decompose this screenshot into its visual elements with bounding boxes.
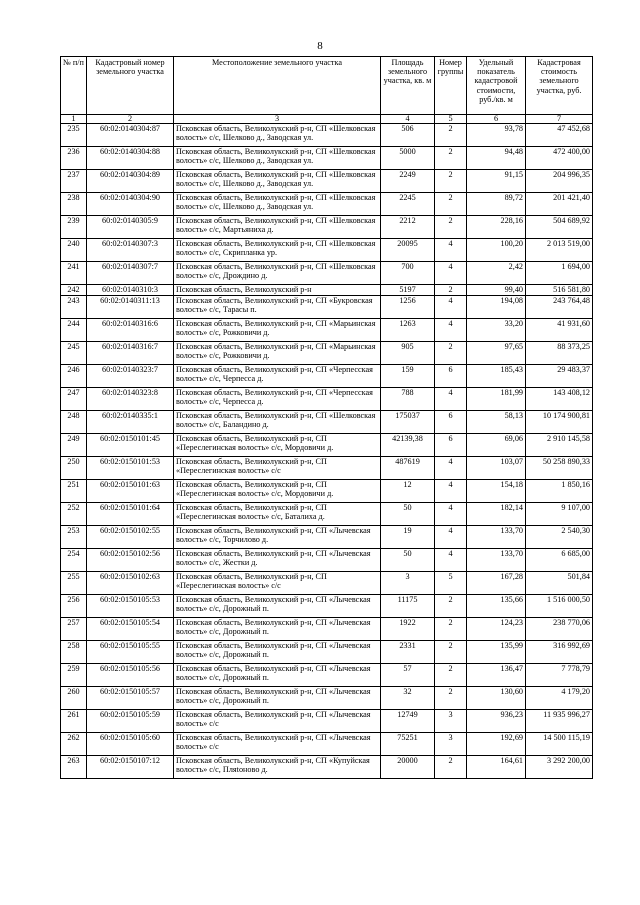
cadastral-cost: 14 500 115,19 bbox=[526, 732, 593, 755]
area-value: 20000 bbox=[381, 755, 435, 778]
table-row bbox=[61, 686, 593, 709]
group-number: 4 bbox=[435, 262, 467, 285]
cadastral-number: 60:02:0140304:90 bbox=[87, 193, 174, 216]
location: Псковская область, Великолукский р-н, СП «Шелковская волость» с/с, Шелково д., Заводская ул. bbox=[174, 124, 381, 147]
cadastral-cost: 238 770,06 bbox=[526, 617, 593, 640]
row-number: 249 bbox=[61, 433, 87, 456]
group-number: 5 bbox=[435, 571, 467, 594]
table-row bbox=[61, 295, 593, 318]
rate-value: 100,20 bbox=[467, 239, 526, 262]
row-number: 239 bbox=[61, 216, 87, 239]
cadastral-cost: 316 992,69 bbox=[526, 640, 593, 663]
group-number: 4 bbox=[435, 548, 467, 571]
cadastral-number: 60:02:0140323:8 bbox=[87, 387, 174, 410]
row-number: 253 bbox=[61, 525, 87, 548]
area-value: 3 bbox=[381, 571, 435, 594]
group-number: 4 bbox=[435, 239, 467, 262]
table-row bbox=[61, 640, 593, 663]
area-value: 788 bbox=[381, 387, 435, 410]
table-row bbox=[61, 479, 593, 502]
column-number: 6 bbox=[467, 115, 526, 124]
group-number: 2 bbox=[435, 663, 467, 686]
row-number: 247 bbox=[61, 387, 87, 410]
rate-value: 181,99 bbox=[467, 387, 526, 410]
column-number: 3 bbox=[174, 115, 381, 124]
cadastral-cost: 88 373,25 bbox=[526, 341, 593, 364]
cadastral-number: 60:02:0140305:9 bbox=[87, 216, 174, 239]
rate-value: 94,48 bbox=[467, 147, 526, 170]
location: Псковская область, Великолукский р-н, СП «Лычевская волость» с/с bbox=[174, 732, 381, 755]
area-value: 20095 bbox=[381, 239, 435, 262]
location: Псковская область, Великолукский р-н, СП «Лычевская волость» с/с, Дорожный п. bbox=[174, 640, 381, 663]
table-row bbox=[61, 709, 593, 732]
group-number: 2 bbox=[435, 686, 467, 709]
location: Псковская область, Великолукский р-н, СП «Черпесская волость» с/с, Черпесса д. bbox=[174, 387, 381, 410]
cadastral-cost: 6 685,00 bbox=[526, 548, 593, 571]
group-number: 4 bbox=[435, 502, 467, 525]
rate-value: 93,78 bbox=[467, 124, 526, 147]
cadastral-cost: 2 540,30 bbox=[526, 525, 593, 548]
rate-value: 135,66 bbox=[467, 594, 526, 617]
group-number: 3 bbox=[435, 709, 467, 732]
cadastral-cost: 9 107,00 bbox=[526, 502, 593, 525]
cadastral-cost: 201 421,40 bbox=[526, 193, 593, 216]
cadastral-cost: 41 931,60 bbox=[526, 318, 593, 341]
rate-value: 91,15 bbox=[467, 170, 526, 193]
cadastral-cost: 10 174 900,81 bbox=[526, 410, 593, 433]
area-value: 159 bbox=[381, 364, 435, 387]
location: Псковская область, Великолукский р-н, СП «Марьинская волость» с/с, Рожковичи д. bbox=[174, 318, 381, 341]
rate-value: 69,06 bbox=[467, 433, 526, 456]
location: Псковская область, Великолукский р-н bbox=[174, 285, 381, 296]
group-number: 2 bbox=[435, 594, 467, 617]
table-header-row bbox=[61, 57, 593, 115]
rate-value: 185,43 bbox=[467, 364, 526, 387]
cadastral-number: 60:02:0150101:64 bbox=[87, 502, 174, 525]
cadastral-number: 60:02:0140335:1 bbox=[87, 410, 174, 433]
area-value: 1922 bbox=[381, 617, 435, 640]
row-number: 248 bbox=[61, 410, 87, 433]
location: Псковская область, Великолукский р-н, СП «Лычевская волость» с/с, Торчилово д. bbox=[174, 525, 381, 548]
column-number: 4 bbox=[381, 115, 435, 124]
group-number: 2 bbox=[435, 285, 467, 296]
rate-value: 2,42 bbox=[467, 262, 526, 285]
table-row bbox=[61, 594, 593, 617]
cadastral-number: 60:02:0140304:89 bbox=[87, 170, 174, 193]
location: Псковская область, Великолукский р-н, СП «Лычевская волость» с/с bbox=[174, 709, 381, 732]
area-value: 2249 bbox=[381, 170, 435, 193]
cadastral-number: 60:02:0140304:87 bbox=[87, 124, 174, 147]
table-body bbox=[61, 124, 593, 779]
table-row bbox=[61, 124, 593, 147]
location: Псковская область, Великолукский р-н, СП «Лычевская волость» с/с, Дорожный п. bbox=[174, 663, 381, 686]
group-number: 4 bbox=[435, 318, 467, 341]
location: Псковская область, Великолукский р-н, СП «Марьинская волость» с/с, Рожковичи д. bbox=[174, 341, 381, 364]
cadastral-number: 60:02:0150107:12 bbox=[87, 755, 174, 778]
table-row bbox=[61, 617, 593, 640]
row-number: 237 bbox=[61, 170, 87, 193]
location: Псковская область, Великолукский р-н, СП «Лычевская волость» с/с, Жестки д. bbox=[174, 548, 381, 571]
cadastral-number: 60:02:0140311:13 bbox=[87, 295, 174, 318]
cadastral-cost: 29 483,37 bbox=[526, 364, 593, 387]
header-group: Номер группы bbox=[435, 57, 467, 115]
rate-value: 124,23 bbox=[467, 617, 526, 640]
cadastral-cost: 504 689,92 bbox=[526, 216, 593, 239]
rate-value: 135,99 bbox=[467, 640, 526, 663]
cadastral-number: 60:02:0150102:55 bbox=[87, 525, 174, 548]
rate-value: 936,23 bbox=[467, 709, 526, 732]
area-value: 12 bbox=[381, 479, 435, 502]
table-row bbox=[61, 732, 593, 755]
row-number: 263 bbox=[61, 755, 87, 778]
rate-value: 97,65 bbox=[467, 341, 526, 364]
cadastral-cost: 1 850,16 bbox=[526, 479, 593, 502]
location: Псковская область, Великолукский р-н, СП «Переслегинская волость» с/с bbox=[174, 571, 381, 594]
cadastral-number: 60:02:0150101:53 bbox=[87, 456, 174, 479]
cadastral-cost: 472 400,00 bbox=[526, 147, 593, 170]
table-row bbox=[61, 387, 593, 410]
cadastral-number: 60:02:0150105:59 bbox=[87, 709, 174, 732]
rate-value: 89,72 bbox=[467, 193, 526, 216]
area-value: 75251 bbox=[381, 732, 435, 755]
rate-value: 133,70 bbox=[467, 525, 526, 548]
cadastral-cost: 204 996,35 bbox=[526, 170, 593, 193]
area-value: 5000 bbox=[381, 147, 435, 170]
area-value: 905 bbox=[381, 341, 435, 364]
location: Псковская область, Великолукский р-н, СП «Переслегинская волость» с/с, Мордовичи д. bbox=[174, 479, 381, 502]
location: Псковская область, Великолукский р-н, СП «Шелковская волость» с/с, Мартьяниха д. bbox=[174, 216, 381, 239]
cadastral-number: 60:02:0150102:63 bbox=[87, 571, 174, 594]
group-number: 4 bbox=[435, 479, 467, 502]
area-value: 1256 bbox=[381, 295, 435, 318]
cadastral-value-table bbox=[60, 56, 593, 779]
area-value: 19 bbox=[381, 525, 435, 548]
row-number: 258 bbox=[61, 640, 87, 663]
group-number: 2 bbox=[435, 640, 467, 663]
cadastral-cost: 3 292 200,00 bbox=[526, 755, 593, 778]
area-value: 175037 bbox=[381, 410, 435, 433]
area-value: 12749 bbox=[381, 709, 435, 732]
row-number: 260 bbox=[61, 686, 87, 709]
group-number: 6 bbox=[435, 433, 467, 456]
area-value: 2212 bbox=[381, 216, 435, 239]
table-row bbox=[61, 216, 593, 239]
location: Псковская область, Великолукский р-н, СП «Переслегинская волость» с/с, Мордовичи д. bbox=[174, 433, 381, 456]
table-row bbox=[61, 364, 593, 387]
table-row bbox=[61, 502, 593, 525]
page-number: 8 bbox=[317, 40, 323, 52]
location: Псковская область, Великолукский р-н, СП «Переслегинская волость» с/с, Баталиха д. bbox=[174, 502, 381, 525]
location: Псковская область, Великолукский р-н, СП «Шелковская волость» с/с, Шелково д., Заводская ул. bbox=[174, 147, 381, 170]
rate-value: 192,69 bbox=[467, 732, 526, 755]
row-number: 245 bbox=[61, 341, 87, 364]
cadastral-number: 60:02:0150101:45 bbox=[87, 433, 174, 456]
table-row bbox=[61, 193, 593, 216]
table-row bbox=[61, 318, 593, 341]
row-number: 251 bbox=[61, 479, 87, 502]
cadastral-cost: 1 694,00 bbox=[526, 262, 593, 285]
row-number: 244 bbox=[61, 318, 87, 341]
column-number: 2 bbox=[87, 115, 174, 124]
group-number: 2 bbox=[435, 755, 467, 778]
location: Псковская область, Великолукский р-н, СП «Лычевская волость» с/с, Дорожный п. bbox=[174, 617, 381, 640]
rate-value: 164,61 bbox=[467, 755, 526, 778]
row-number: 250 bbox=[61, 456, 87, 479]
location: Псковская область, Великолукский р-н, СП «Шелковская волость» с/с, Скрипланка ур. bbox=[174, 239, 381, 262]
cadastral-number: 60:02:0140316:7 bbox=[87, 341, 174, 364]
row-number: 259 bbox=[61, 663, 87, 686]
cadastral-cost: 1 516 000,50 bbox=[526, 594, 593, 617]
rate-value: 130,60 bbox=[467, 686, 526, 709]
location: Псковская область, Великолукский р-н, СП «Шелковская волость» с/с, Баландино д. bbox=[174, 410, 381, 433]
cadastral-number: 60:02:0140323:7 bbox=[87, 364, 174, 387]
group-number: 4 bbox=[435, 387, 467, 410]
rate-value: 228,16 bbox=[467, 216, 526, 239]
rate-value: 182,14 bbox=[467, 502, 526, 525]
table-row bbox=[61, 755, 593, 778]
table-row bbox=[61, 525, 593, 548]
group-number: 6 bbox=[435, 410, 467, 433]
area-value: 487619 bbox=[381, 456, 435, 479]
table-row bbox=[61, 341, 593, 364]
location: Псковская область, Великолукский р-н, СП «Лычевская волость» с/с, Дорожный п. bbox=[174, 594, 381, 617]
row-number: 238 bbox=[61, 193, 87, 216]
row-number: 254 bbox=[61, 548, 87, 571]
header-num: № п/п bbox=[61, 57, 87, 115]
table-row bbox=[61, 170, 593, 193]
location: Псковская область, Великолукский р-н, СП «Переслегинская волость» с/с bbox=[174, 456, 381, 479]
cadastral-cost: 50 258 890,33 bbox=[526, 456, 593, 479]
cadastral-number: 60:02:0140307:3 bbox=[87, 239, 174, 262]
table-row bbox=[61, 285, 593, 296]
rate-value: 99,40 bbox=[467, 285, 526, 296]
cadastral-cost: 501,84 bbox=[526, 571, 593, 594]
location: Псковская область, Великолукский р-н, СП «Купуйская волость» с/с, Пляtоново д. bbox=[174, 755, 381, 778]
area-value: 42139,38 bbox=[381, 433, 435, 456]
rate-value: 133,70 bbox=[467, 548, 526, 571]
cadastral-cost: 7 778,79 bbox=[526, 663, 593, 686]
header-cost: Кадастровая стоимость земельного участка, руб. bbox=[526, 57, 593, 115]
group-number: 2 bbox=[435, 193, 467, 216]
cadastral-number: 60:02:0140307:7 bbox=[87, 262, 174, 285]
group-number: 3 bbox=[435, 732, 467, 755]
cadastral-number: 60:02:0150101:63 bbox=[87, 479, 174, 502]
row-number: 246 bbox=[61, 364, 87, 387]
table-row bbox=[61, 262, 593, 285]
group-number: 2 bbox=[435, 124, 467, 147]
column-number: 1 bbox=[61, 115, 87, 124]
rate-value: 154,18 bbox=[467, 479, 526, 502]
cadastral-number: 60:02:0150105:60 bbox=[87, 732, 174, 755]
cadastral-cost: 143 408,12 bbox=[526, 387, 593, 410]
table-row bbox=[61, 410, 593, 433]
area-value: 5197 bbox=[381, 285, 435, 296]
rate-value: 58,13 bbox=[467, 410, 526, 433]
rate-value: 194,08 bbox=[467, 295, 526, 318]
row-number: 257 bbox=[61, 617, 87, 640]
rate-value: 136,47 bbox=[467, 663, 526, 686]
table-row bbox=[61, 147, 593, 170]
location: Псковская область, Великолукский р-н, СП «Шелковская волость» с/с, Шелково д., Заводская ул. bbox=[174, 170, 381, 193]
group-number: 4 bbox=[435, 295, 467, 318]
area-value: 11175 bbox=[381, 594, 435, 617]
header-cadastral-number: Кадастровый номер земельного участка bbox=[87, 57, 174, 115]
group-number: 2 bbox=[435, 341, 467, 364]
table-row bbox=[61, 571, 593, 594]
area-value: 1263 bbox=[381, 318, 435, 341]
header-location: Местоположение земельного участка bbox=[174, 57, 381, 115]
area-value: 32 bbox=[381, 686, 435, 709]
header-rate: Удельный показатель кадастровой стоимости, руб./кв. м bbox=[467, 57, 526, 115]
cadastral-number: 60:02:0150105:56 bbox=[87, 663, 174, 686]
area-value: 57 bbox=[381, 663, 435, 686]
row-number: 261 bbox=[61, 709, 87, 732]
cadastral-cost: 47 452,68 bbox=[526, 124, 593, 147]
row-number: 256 bbox=[61, 594, 87, 617]
cadastral-number: 60:02:0150105:54 bbox=[87, 617, 174, 640]
rate-value: 33,20 bbox=[467, 318, 526, 341]
rate-value: 103,07 bbox=[467, 456, 526, 479]
rate-value: 167,28 bbox=[467, 571, 526, 594]
group-number: 4 bbox=[435, 525, 467, 548]
row-number: 240 bbox=[61, 239, 87, 262]
table-row bbox=[61, 663, 593, 686]
area-value: 2331 bbox=[381, 640, 435, 663]
header-area: Площадь земельного участка, кв. м bbox=[381, 57, 435, 115]
cadastral-number: 60:02:0140316:6 bbox=[87, 318, 174, 341]
location: Псковская область, Великолукский р-н, СП «Букровская волость» с/с, Тарасы п. bbox=[174, 295, 381, 318]
cadastral-cost: 516 581,80 bbox=[526, 285, 593, 296]
cadastral-number: 60:02:0140310:3 bbox=[87, 285, 174, 296]
cadastral-number: 60:02:0150105:55 bbox=[87, 640, 174, 663]
cadastral-number: 60:02:0140304:88 bbox=[87, 147, 174, 170]
row-number: 243 bbox=[61, 295, 87, 318]
table-row bbox=[61, 239, 593, 262]
cadastral-number: 60:02:0150105:57 bbox=[87, 686, 174, 709]
cadastral-cost: 2 910 145,58 bbox=[526, 433, 593, 456]
cadastral-cost: 2 013 519,00 bbox=[526, 239, 593, 262]
cadastral-number: 60:02:0150105:53 bbox=[87, 594, 174, 617]
group-number: 2 bbox=[435, 147, 467, 170]
row-number: 262 bbox=[61, 732, 87, 755]
area-value: 700 bbox=[381, 262, 435, 285]
cadastral-cost: 4 179,20 bbox=[526, 686, 593, 709]
cadastral-cost: 243 764,48 bbox=[526, 295, 593, 318]
table-row bbox=[61, 456, 593, 479]
row-number: 235 bbox=[61, 124, 87, 147]
row-number: 252 bbox=[61, 502, 87, 525]
table-row bbox=[61, 433, 593, 456]
location: Псковская область, Великолукский р-н, СП «Шелковская волость» с/с, Шелково д., Заводская ул. bbox=[174, 193, 381, 216]
group-number: 2 bbox=[435, 617, 467, 640]
area-value: 506 bbox=[381, 124, 435, 147]
column-number: 7 bbox=[526, 115, 593, 124]
location: Псковская область, Великолукский р-н, СП «Лычевская волость» с/с, Дорожный п. bbox=[174, 686, 381, 709]
cadastral-number: 60:02:0150102:56 bbox=[87, 548, 174, 571]
area-value: 50 bbox=[381, 502, 435, 525]
row-number: 242 bbox=[61, 285, 87, 296]
column-number: 5 bbox=[435, 115, 467, 124]
group-number: 6 bbox=[435, 364, 467, 387]
group-number: 4 bbox=[435, 456, 467, 479]
cadastral-cost: 11 935 996,27 bbox=[526, 709, 593, 732]
group-number: 2 bbox=[435, 216, 467, 239]
group-number: 2 bbox=[435, 170, 467, 193]
row-number: 255 bbox=[61, 571, 87, 594]
row-number: 236 bbox=[61, 147, 87, 170]
location: Псковская область, Великолукский р-н, СП «Шелковская волость» с/с, Дрождино д. bbox=[174, 262, 381, 285]
area-value: 2245 bbox=[381, 193, 435, 216]
location: Псковская область, Великолукский р-н, СП «Черпесская волость» с/с, Черпесса д. bbox=[174, 364, 381, 387]
area-value: 50 bbox=[381, 548, 435, 571]
column-number-row bbox=[61, 115, 593, 124]
row-number: 241 bbox=[61, 262, 87, 285]
table-row bbox=[61, 548, 593, 571]
